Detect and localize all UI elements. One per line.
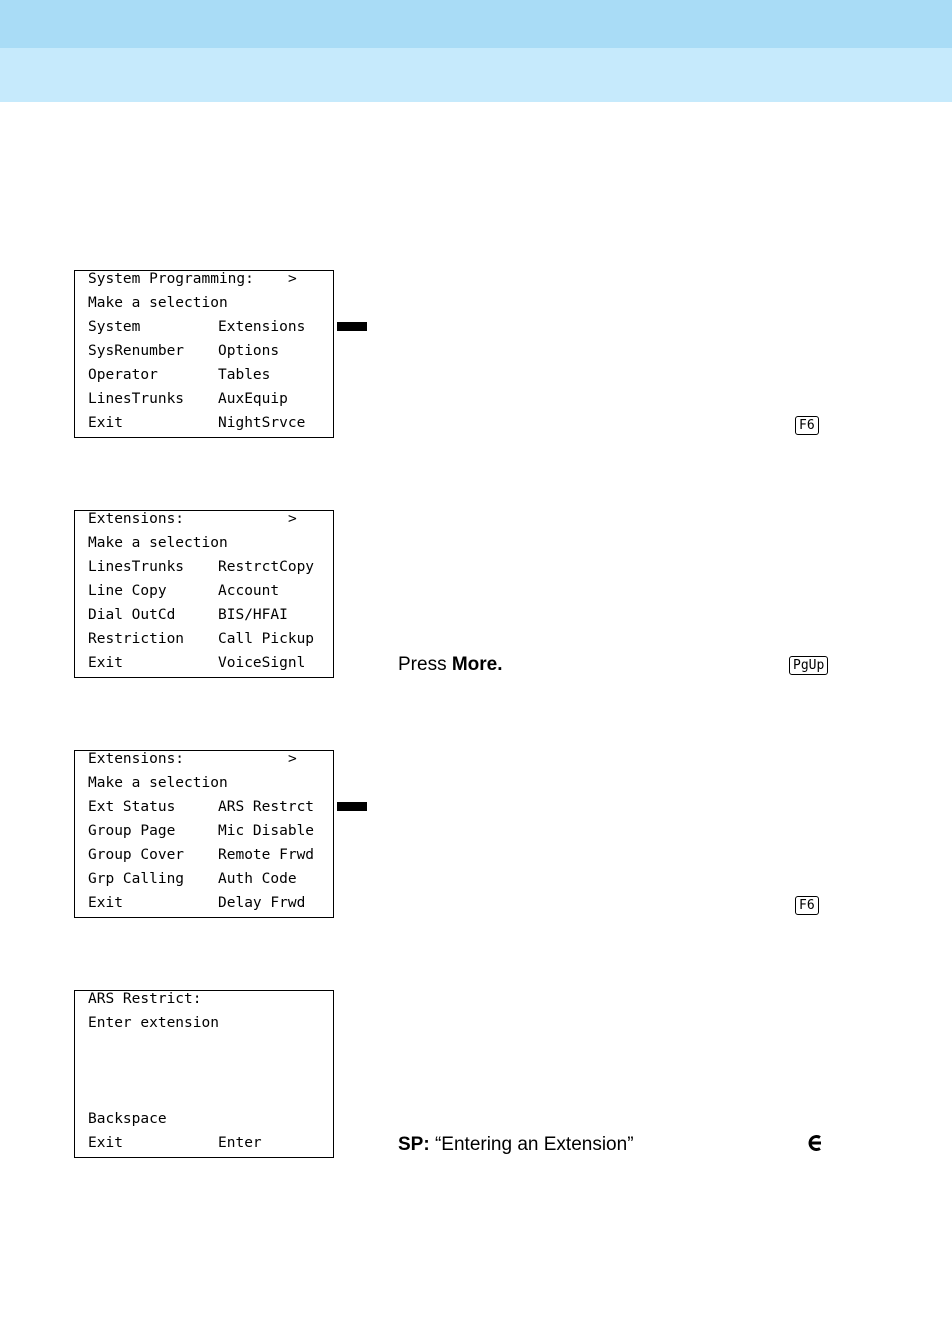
menu-option: Exit xyxy=(88,1135,123,1151)
screen-prompt: Make a selection xyxy=(88,775,228,791)
selection-pointer-icon xyxy=(337,322,367,331)
menu-option: Call Pickup xyxy=(218,631,315,647)
menu-option: Options xyxy=(218,343,280,359)
menu-option: Ext Status xyxy=(88,799,176,815)
screen-title: ARS Restrict: xyxy=(88,991,202,1007)
menu-option: LinesTrunks xyxy=(88,391,185,407)
press-more-instruction xyxy=(398,653,503,677)
menu-option: Remote Frwd xyxy=(218,847,315,863)
screen-prompt: Make a selection xyxy=(88,535,228,551)
header-band-bottom xyxy=(0,48,952,102)
sp-reference-text: “Entering an Extension” xyxy=(434,1134,634,1155)
f6-key: F6 xyxy=(795,896,819,915)
menu-option: Exit xyxy=(88,895,123,911)
more-arrow: > xyxy=(288,271,297,287)
header-band-top xyxy=(0,0,952,48)
menu-option: BIS/HFAI xyxy=(218,607,288,623)
menu-option: RestrctCopy xyxy=(218,559,315,575)
menu-option: Restriction xyxy=(88,631,185,647)
menu-option: Line Copy xyxy=(88,583,167,599)
selection-pointer-icon xyxy=(337,802,367,811)
console-screen-extensions-page2 xyxy=(74,750,334,918)
screen-title: System Programming: xyxy=(88,271,254,287)
screen-title: Extensions: xyxy=(88,751,185,767)
instruction-key-name: More. xyxy=(451,654,503,675)
more-arrow: > xyxy=(288,511,297,527)
instruction-prefix: Press xyxy=(398,654,452,675)
menu-option: System xyxy=(88,319,141,335)
console-screen-ars-restrict xyxy=(74,990,334,1158)
menu-option: Extensions xyxy=(218,319,306,335)
menu-option: Operator xyxy=(88,367,158,383)
menu-option: VoiceSignl xyxy=(218,655,306,671)
menu-option: Delay Frwd xyxy=(218,895,306,911)
menu-option: NightSrvce xyxy=(218,415,306,431)
more-arrow: > xyxy=(288,751,297,767)
menu-option: Dial OutCd xyxy=(88,607,176,623)
menu-option: Enter xyxy=(218,1135,262,1151)
menu-option: Auth Code xyxy=(218,871,297,887)
menu-option: Grp Calling xyxy=(88,871,185,887)
menu-option: Account xyxy=(218,583,280,599)
menu-option: AuxEquip xyxy=(218,391,288,407)
screen-prompt: Make a selection xyxy=(88,295,228,311)
menu-option: Exit xyxy=(88,415,123,431)
console-screen-extensions-page1 xyxy=(74,510,334,678)
return-icon xyxy=(805,1134,825,1152)
pgup-key: PgUp xyxy=(789,656,828,675)
menu-option: Group Page xyxy=(88,823,176,839)
menu-option: SysRenumber xyxy=(88,343,185,359)
menu-option: Exit xyxy=(88,655,123,671)
menu-option: LinesTrunks xyxy=(88,559,185,575)
screen-title: Extensions: xyxy=(88,511,185,527)
console-screen-system-programming xyxy=(74,270,334,438)
sp-reference xyxy=(398,1133,634,1157)
menu-option: ARS Restrct xyxy=(218,799,315,815)
screen-prompt: Enter extension xyxy=(88,1015,219,1031)
menu-option: Group Cover xyxy=(88,847,185,863)
menu-option: Mic Disable xyxy=(218,823,315,839)
sp-label: SP: xyxy=(398,1134,430,1155)
menu-option: Backspace xyxy=(88,1111,167,1127)
f6-key: F6 xyxy=(795,416,819,435)
menu-option: Tables xyxy=(218,367,271,383)
